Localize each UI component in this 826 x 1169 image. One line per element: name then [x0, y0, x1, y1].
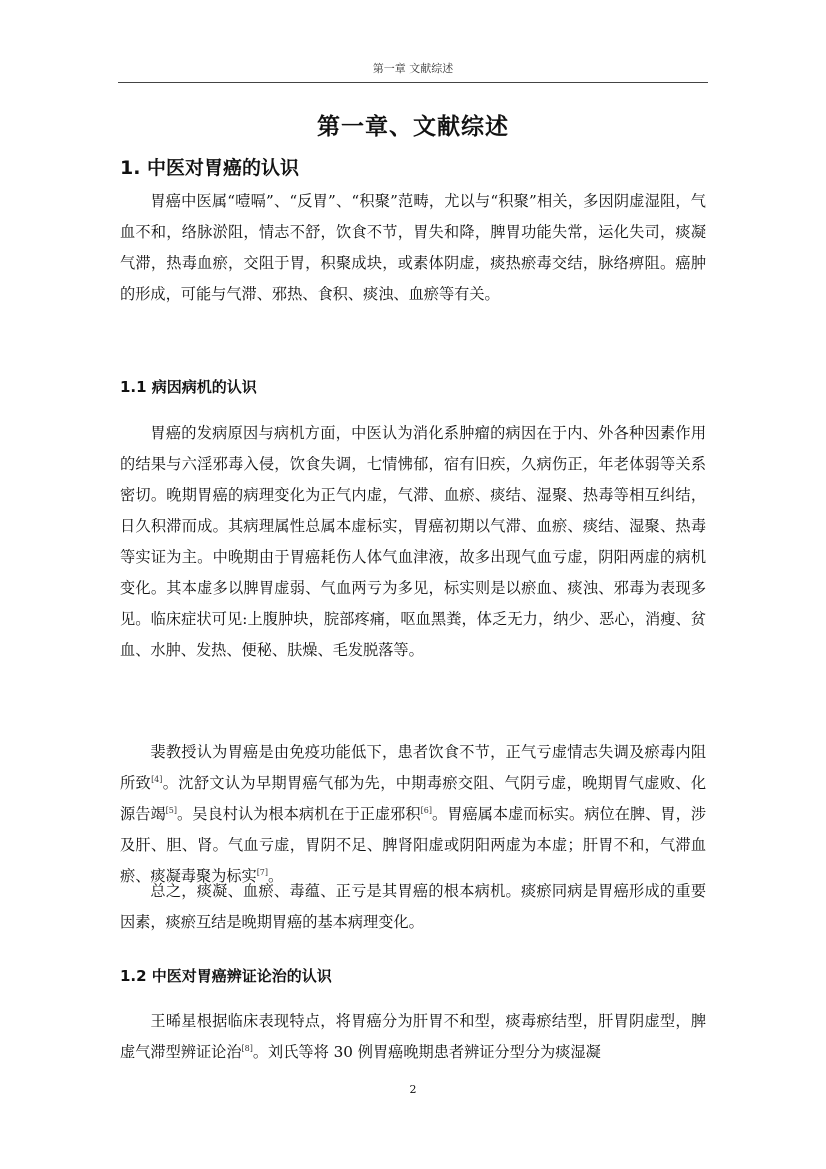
paragraph-text: 。 — [268, 867, 284, 885]
citation-ref: [4] — [151, 774, 163, 784]
section-1-1-paragraph-1: 胃癌的发病原因与病机方面，中医认为消化系肿瘤的病因在于内、外各种因素作用的结果与六淫邪毒入侵，饮食失调，七情怫郁，宿有旧疾，久病伤正，年老体弱等关系密切。晚期胃癌的病理变化为正气内虚，气滞、血瘀、痰结、湿聚、热毒等相互纠结，日久积滞而成。其病理属性总属本虚标实，胃癌初期以气滞、血瘀、痰结、湿聚、热毒等实证为主。中晚期由于胃癌耗伤人体气血津液，故多出现气血亏虚，阴阳两虚的病机变化。其本虚多以脾胃虚弱、气血两亏为多见，标实则是以瘀血、痰浊、邪毒为表现多见。临床症状可见:上腹肿块，脘部疼痛，呕血黑粪，体乏无力，纳少、恶心，消瘦、贫血、水肿、发热、便秘、肤燥、毛发脱落等。 — [120, 424, 706, 659]
section-1-paragraph: 胃癌中医属“噎嗝”、“反胃”、“积聚”范畴，尤以与“积聚”相关，多因阴虚湿阻，气血不和，络脉淤阻，情志不舒，饮食不节，胃失和降，脾胃功能失常，运化失司，痰凝气滞，热毒血瘀，交阻于胃，积聚成块，或素体阴虚，痰热瘀毒交结，脉络痹阻。癌肿的形成，可能与气滞、邪热、食积、痰浊、血瘀等有关。 — [120, 192, 706, 303]
paragraph-text: 。胃癌属本虚而标实。病位在脾、胃，涉及肝、胆、肾。气血亏虚，胃阴不足、脾肾阳虚或阴阳两虚为本虚；肝胃不和，气滞血瘀、痰凝毒聚为标实 — [120, 805, 707, 885]
section-1-1-paragraph-3: 总之，痰凝、血瘀、毒蕴、正亏是其胃癌的根本病机。痰瘀同病是胃癌形成的重要因素，痰瘀互结是晚期胃癌的基本病理变化。 — [120, 882, 706, 931]
page-number: 2 — [409, 1083, 417, 1096]
citation-ref: [7] — [256, 867, 269, 877]
chapter-title: 第一章、文献综述 — [317, 114, 509, 140]
citation-ref: [8] — [241, 1043, 253, 1053]
citation-ref: [6] — [420, 805, 432, 815]
section-1-1-paragraph-2 — [120, 737, 706, 892]
paragraph-text: 。沈舒文认为早期胃癌气郁为先，中期毒瘀交阻、气阴亏虚，晚期胃气虚败、化源告竭 — [120, 774, 706, 823]
paragraph-text: 。刘氏等将 30 例胃癌晚期患者辨证分型分为痰湿凝 — [252, 1043, 601, 1061]
section-heading-1: 1. 中医对胃癌的认识 — [120, 157, 300, 179]
section-1-2-paragraph — [120, 1006, 706, 1068]
header-divider — [118, 82, 708, 83]
paragraph-text: 王晞星根据临床表现特点，将胃癌分为肝胃不和型，痰毒瘀结型，肝胃阴虚型，脾虚气滞型辨证论治 — [120, 1012, 706, 1061]
paragraph-text: 裴教授认为胃癌是由免疫功能低下，患者饮食不节，正气亏虚情志失调及瘀毒内阻所致 — [120, 743, 706, 792]
citation-ref: [5] — [165, 805, 178, 815]
section-heading-1-1: 1.1 病因病机的认识 — [120, 378, 257, 396]
section-heading-1-2: 1.2 中医对胃癌辨证论治的认识 — [120, 967, 332, 985]
running-header: 第一章 文献综述 — [372, 62, 454, 75]
paragraph-text: 。吴良村认为根本病机在于正虚邪积 — [177, 805, 421, 823]
